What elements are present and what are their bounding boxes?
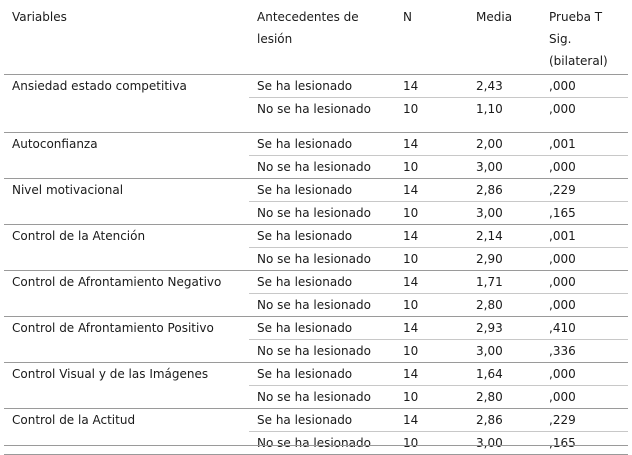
variable-name-continuation xyxy=(4,294,249,317)
sig-cell: ,000 xyxy=(541,98,628,133)
header-variables: Variables xyxy=(12,10,67,24)
antecedente-cell: Se ha lesionado xyxy=(249,271,395,294)
antecedente-cell: Se ha lesionado xyxy=(249,363,395,386)
variable-name-continuation xyxy=(4,432,249,455)
variable-name-continuation xyxy=(4,340,249,363)
sig-cell: ,410 xyxy=(541,317,628,340)
media-cell: 2,80 xyxy=(468,294,541,317)
header-antecedentes: Antecedentes de lesión xyxy=(257,10,359,46)
sig-cell: ,165 xyxy=(541,432,628,455)
table-row xyxy=(4,179,628,202)
n-cell: 10 xyxy=(395,202,468,225)
table-row xyxy=(4,317,628,340)
table-row xyxy=(4,340,628,363)
media-cell: 2,14 xyxy=(468,225,541,248)
sig-cell: ,000 xyxy=(541,156,628,179)
n-cell: 10 xyxy=(395,98,468,133)
media-cell: 2,80 xyxy=(468,386,541,409)
sig-cell: ,336 xyxy=(541,340,628,363)
variable-name-continuation xyxy=(4,248,249,271)
n-cell: 10 xyxy=(395,248,468,271)
variable-name-continuation xyxy=(4,98,249,133)
media-cell: 2,90 xyxy=(468,248,541,271)
n-cell: 14 xyxy=(395,363,468,386)
table-row xyxy=(4,432,628,455)
table-row xyxy=(4,271,628,294)
table-header-row xyxy=(4,3,628,75)
media-cell: 2,86 xyxy=(468,409,541,432)
header-media: Media xyxy=(476,10,513,24)
n-cell: 14 xyxy=(395,75,468,98)
antecedente-cell: Se ha lesionado xyxy=(249,409,395,432)
sig-cell: ,000 xyxy=(541,248,628,271)
sig-cell: ,165 xyxy=(541,202,628,225)
media-cell: 2,86 xyxy=(468,179,541,202)
antecedente-cell: No se ha lesionado xyxy=(249,294,395,317)
n-cell: 14 xyxy=(395,133,468,156)
table-row xyxy=(4,156,628,179)
table-row xyxy=(4,75,628,98)
sig-cell: ,000 xyxy=(541,386,628,409)
media-cell: 1,64 xyxy=(468,363,541,386)
media-cell: 3,00 xyxy=(468,340,541,363)
antecedente-cell: Se ha lesionado xyxy=(249,133,395,156)
table-body xyxy=(4,75,628,455)
sig-cell: ,001 xyxy=(541,225,628,248)
n-cell: 14 xyxy=(395,225,468,248)
table-row xyxy=(4,98,628,133)
variable-name-continuation xyxy=(4,156,249,179)
media-cell: 2,93 xyxy=(468,317,541,340)
sig-cell: ,000 xyxy=(541,271,628,294)
antecedente-cell: No se ha lesionado xyxy=(249,248,395,271)
n-cell: 10 xyxy=(395,340,468,363)
results-table xyxy=(4,3,628,455)
n-cell: 14 xyxy=(395,317,468,340)
table-row xyxy=(4,386,628,409)
media-cell: 1,10 xyxy=(468,98,541,133)
sig-cell: ,229 xyxy=(541,179,628,202)
variable-name: Control Visual y de las Imágenes xyxy=(12,367,209,381)
antecedente-cell: No se ha lesionado xyxy=(249,98,395,133)
antecedente-cell: No se ha lesionado xyxy=(249,202,395,225)
variable-name-continuation xyxy=(4,386,249,409)
header-n: N xyxy=(403,10,412,24)
variable-name: Autoconfianza xyxy=(12,137,98,151)
antecedente-cell: Se ha lesionado xyxy=(249,179,395,202)
antecedente-cell: Se ha lesionado xyxy=(249,75,395,98)
n-cell: 10 xyxy=(395,386,468,409)
table-row xyxy=(4,133,628,156)
media-cell: 3,00 xyxy=(468,202,541,225)
antecedente-cell: No se ha lesionado xyxy=(249,386,395,409)
table-row xyxy=(4,248,628,271)
variable-name: Nivel motivacional xyxy=(12,183,124,197)
antecedente-cell: No se ha lesionado xyxy=(249,340,395,363)
table-bottom-rule xyxy=(4,445,628,446)
media-cell: 2,43 xyxy=(468,75,541,98)
media-cell: 1,71 xyxy=(468,271,541,294)
sig-cell: ,000 xyxy=(541,294,628,317)
table-row xyxy=(4,409,628,432)
table-row xyxy=(4,294,628,317)
n-cell: 10 xyxy=(395,432,468,455)
sig-cell: ,000 xyxy=(541,75,628,98)
antecedente-cell: No se ha lesionado xyxy=(249,432,395,455)
table-row xyxy=(4,363,628,386)
n-cell: 14 xyxy=(395,179,468,202)
media-cell: 3,00 xyxy=(468,156,541,179)
n-cell: 10 xyxy=(395,294,468,317)
media-cell: 2,00 xyxy=(468,133,541,156)
variable-name: Control de Afrontamiento Positivo xyxy=(12,321,214,335)
n-cell: 14 xyxy=(395,271,468,294)
table-row xyxy=(4,202,628,225)
variable-name: Control de la Atención xyxy=(12,229,146,243)
variable-name: Control de Afrontamiento Negativo xyxy=(12,275,222,289)
sig-cell: ,001 xyxy=(541,133,628,156)
table-row xyxy=(4,225,628,248)
variable-name-continuation xyxy=(4,202,249,225)
n-cell: 14 xyxy=(395,409,468,432)
antecedente-cell: Se ha lesionado xyxy=(249,317,395,340)
media-cell: 3,00 xyxy=(468,432,541,455)
variable-name: Ansiedad estado competitiva xyxy=(12,79,187,93)
header-prueba-t: Prueba T Sig. (bilateral) xyxy=(549,10,608,68)
sig-cell: ,000 xyxy=(541,363,628,386)
n-cell: 10 xyxy=(395,156,468,179)
antecedente-cell: Se ha lesionado xyxy=(249,225,395,248)
sig-cell: ,229 xyxy=(541,409,628,432)
variable-name: Control de la Actitud xyxy=(12,413,136,427)
antecedente-cell: No se ha lesionado xyxy=(249,156,395,179)
